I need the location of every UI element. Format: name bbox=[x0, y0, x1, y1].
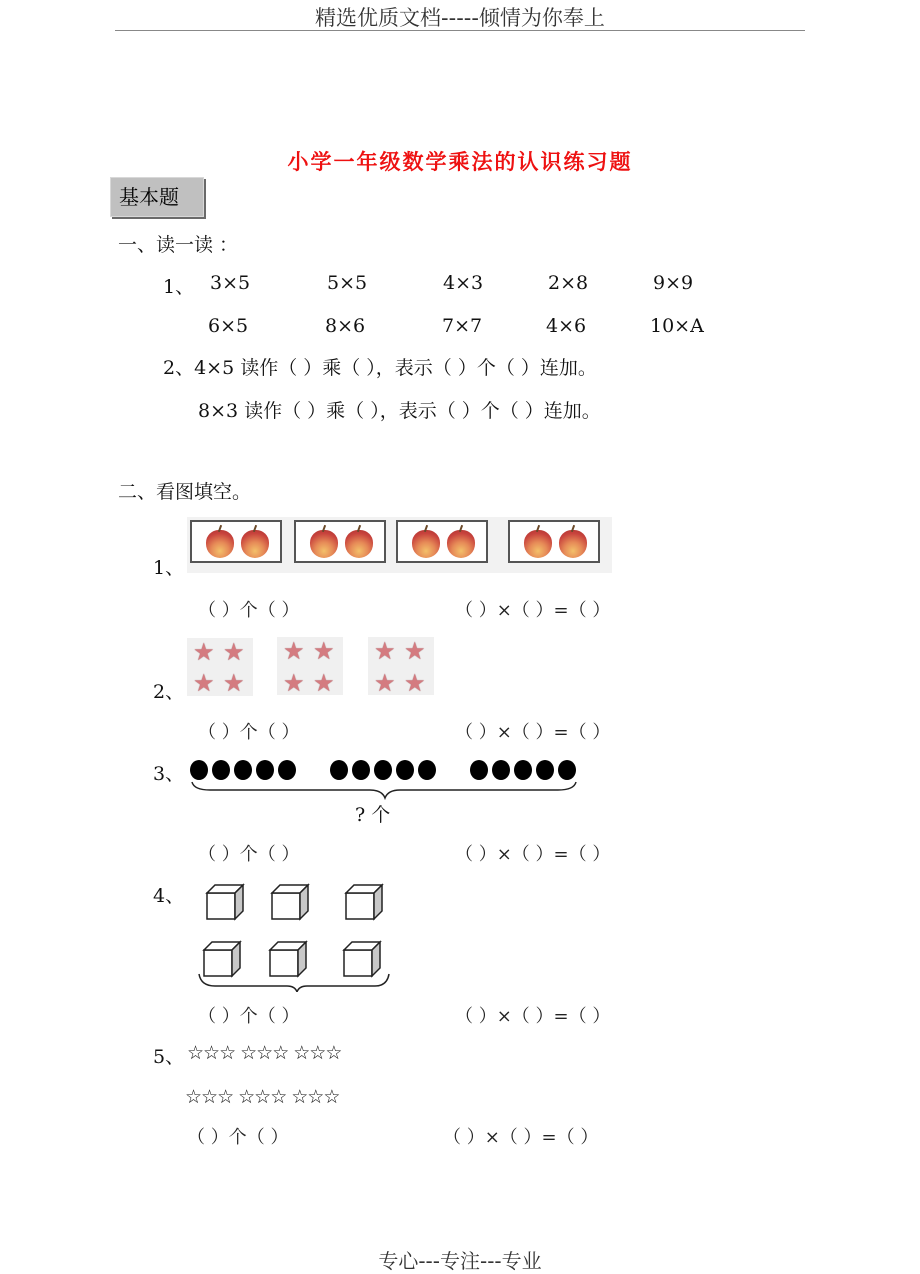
expr: 4×3 bbox=[443, 272, 484, 294]
item4-label: 4、 bbox=[153, 885, 185, 907]
star-icon: ★ bbox=[223, 669, 245, 697]
expr: 7×7 bbox=[442, 315, 483, 337]
apple-icon bbox=[206, 530, 234, 558]
item1-label: 1、 bbox=[153, 557, 185, 579]
page-header: 精选优质文档-----倾情为你奉上 bbox=[315, 6, 605, 30]
star-icon: ★ bbox=[193, 638, 215, 666]
star-icon: ★ bbox=[313, 637, 335, 665]
cube-rows bbox=[195, 882, 395, 992]
star-icon: ★ bbox=[283, 669, 305, 697]
brace-label: ? 个 bbox=[355, 804, 391, 826]
star-panel bbox=[277, 637, 343, 695]
apple-icon bbox=[412, 530, 440, 558]
fill-count: （ ）个（ ） bbox=[198, 600, 300, 621]
star-icon: ★ bbox=[374, 637, 396, 665]
item3-label: 3、 bbox=[153, 763, 185, 785]
item5-label: 5、 bbox=[153, 1046, 185, 1068]
star-panel bbox=[187, 638, 253, 696]
apple-icon bbox=[345, 530, 373, 558]
apple-group bbox=[294, 520, 386, 563]
apple-icon bbox=[447, 530, 475, 558]
apple-group bbox=[508, 520, 600, 563]
star-icon: ★ bbox=[193, 669, 215, 697]
fill-equation: （ ）×（ ）=（ ） bbox=[443, 1127, 599, 1148]
apple-group bbox=[190, 520, 282, 563]
expr: 6×5 bbox=[208, 315, 249, 337]
fill-count: （ ）个（ ） bbox=[198, 844, 300, 865]
apple-icon bbox=[241, 530, 269, 558]
outline-stars-row1: ☆☆☆ ☆☆☆ ☆☆☆ bbox=[187, 1042, 342, 1064]
page-footer: 专心---专注---专业 bbox=[378, 1249, 542, 1273]
apple-picture bbox=[187, 517, 612, 573]
star-icon: ★ bbox=[313, 669, 335, 697]
fill-count: （ ）个（ ） bbox=[198, 1006, 300, 1027]
apple-icon bbox=[524, 530, 552, 558]
expr: 2×8 bbox=[548, 272, 589, 294]
q2-line1: 2、4×5 读作（ ）乘（ ），表示（ ）个（ ）连加。 bbox=[163, 357, 597, 379]
expr: 9×9 bbox=[653, 272, 694, 294]
expr: 4×6 bbox=[546, 315, 587, 337]
star-icon: ★ bbox=[283, 637, 305, 665]
star-icon: ★ bbox=[404, 669, 426, 697]
apple-group bbox=[396, 520, 488, 563]
worksheet-title: 小学一年级数学乘法的认识练习题 bbox=[287, 150, 633, 174]
section2-heading: 二、看图填空。 bbox=[118, 481, 252, 503]
expr: 8×6 bbox=[325, 315, 366, 337]
star-icon: ★ bbox=[404, 637, 426, 665]
outline-stars-row2: ☆☆☆ ☆☆☆ ☆☆☆ bbox=[185, 1086, 340, 1108]
fill-equation: （ ）×（ ）=（ ） bbox=[455, 600, 611, 621]
fill-equation: （ ）×（ ）=（ ） bbox=[455, 722, 611, 743]
curly-brace bbox=[190, 780, 580, 800]
star-panel bbox=[368, 637, 434, 695]
header-divider bbox=[115, 30, 805, 31]
fill-equation: （ ）×（ ）=（ ） bbox=[455, 1006, 611, 1027]
item2-label: 2、 bbox=[153, 681, 185, 703]
expr: 5×5 bbox=[327, 272, 368, 294]
fill-count: （ ）个（ ） bbox=[198, 722, 300, 743]
fill-count: （ ）个（ ） bbox=[187, 1127, 289, 1148]
star-icon: ★ bbox=[374, 669, 396, 697]
star-icon: ★ bbox=[223, 638, 245, 666]
fill-equation: （ ）×（ ）=（ ） bbox=[455, 844, 611, 865]
q1-label: 1、 bbox=[163, 276, 195, 298]
section1-heading: 一、读一读 ： bbox=[118, 234, 239, 256]
expr: 10×A bbox=[650, 315, 704, 337]
apple-icon bbox=[310, 530, 338, 558]
apple-icon bbox=[559, 530, 587, 558]
q2-line2: 8×3 读作（ ）乘（ ），表示（ ）个（ ）连加。 bbox=[198, 400, 601, 422]
dot-groups bbox=[190, 760, 590, 782]
expr: 3×5 bbox=[210, 272, 251, 294]
section-badge: 基本题 bbox=[110, 177, 204, 217]
